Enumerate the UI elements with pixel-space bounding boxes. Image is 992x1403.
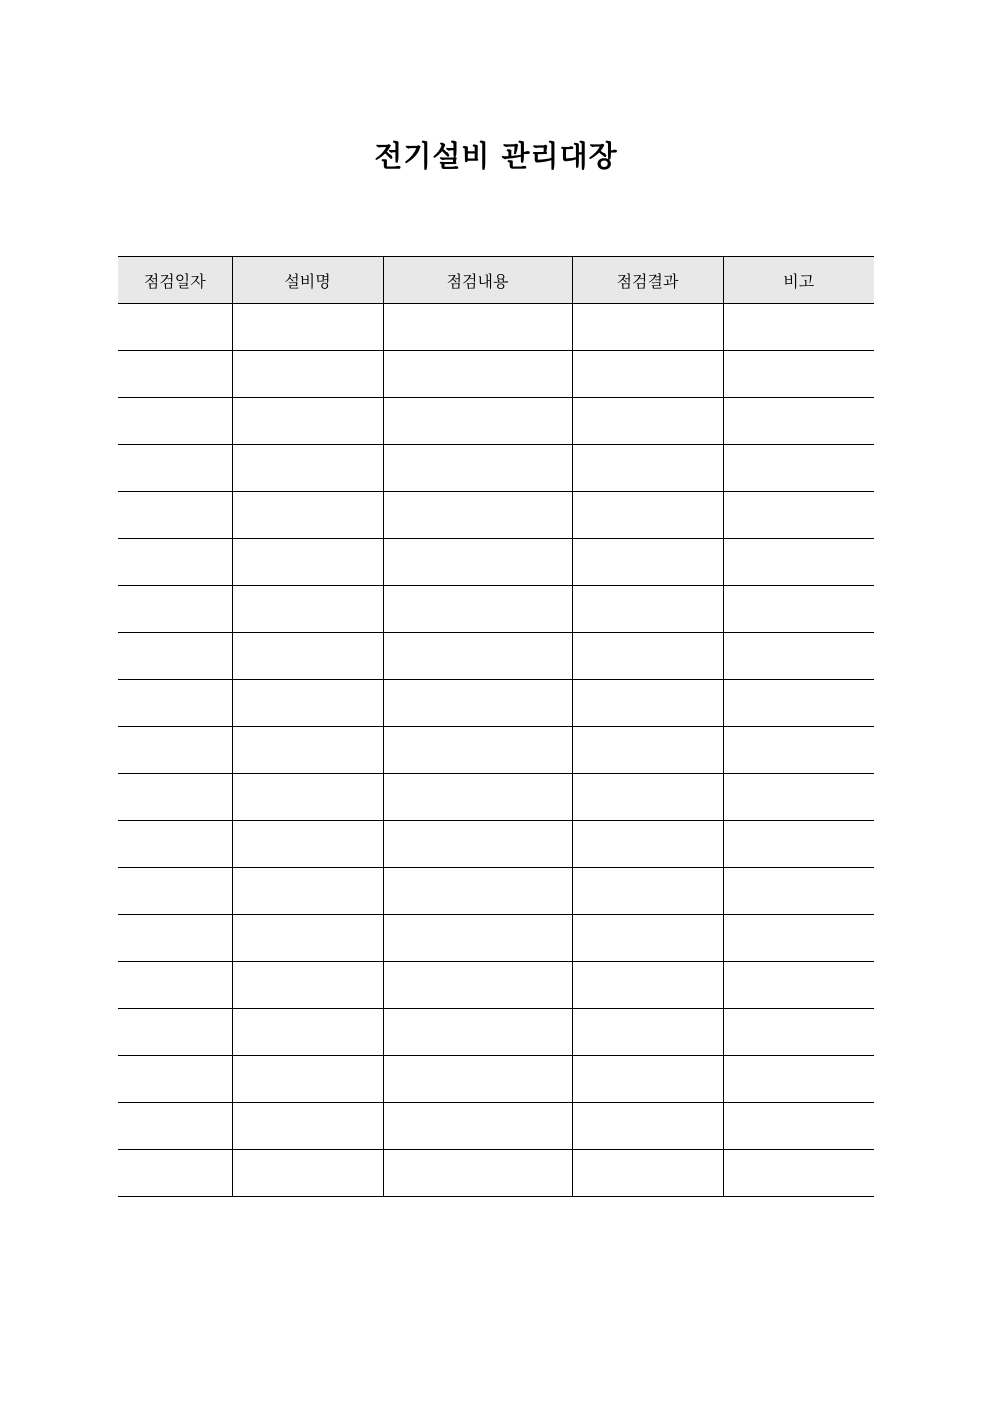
equipment-name-cell bbox=[232, 492, 383, 539]
equipment-name-cell bbox=[232, 633, 383, 680]
inspection-date-cell bbox=[118, 774, 232, 821]
table-body bbox=[118, 304, 874, 1197]
inspection-details-cell bbox=[383, 539, 572, 586]
inspection-date-cell bbox=[118, 915, 232, 962]
equipment-name-cell bbox=[232, 1150, 383, 1197]
remarks-cell bbox=[723, 680, 874, 727]
remarks-cell bbox=[723, 304, 874, 351]
inspection-date-cell bbox=[118, 398, 232, 445]
table-row bbox=[118, 351, 874, 398]
inspection-details-cell bbox=[383, 774, 572, 821]
inspection-result-cell bbox=[572, 1009, 723, 1056]
remarks-cell bbox=[723, 351, 874, 398]
inspection-details-cell bbox=[383, 398, 572, 445]
equipment-name-cell bbox=[232, 868, 383, 915]
inspection-result-cell bbox=[572, 445, 723, 492]
equipment-name-cell bbox=[232, 445, 383, 492]
inspection-result-cell bbox=[572, 821, 723, 868]
remarks-cell bbox=[723, 398, 874, 445]
inspection-details-cell bbox=[383, 727, 572, 774]
inspection-date-cell bbox=[118, 492, 232, 539]
remarks-cell bbox=[723, 539, 874, 586]
inspection-result-cell bbox=[572, 680, 723, 727]
header-inspection-date: 점검일자 bbox=[118, 257, 232, 304]
table-row bbox=[118, 868, 874, 915]
inspection-result-cell bbox=[572, 1056, 723, 1103]
table-row bbox=[118, 962, 874, 1009]
inspection-date-cell bbox=[118, 868, 232, 915]
table-row bbox=[118, 821, 874, 868]
inspection-details-cell bbox=[383, 680, 572, 727]
remarks-cell bbox=[723, 821, 874, 868]
inspection-date-cell bbox=[118, 1150, 232, 1197]
inspection-details-cell bbox=[383, 492, 572, 539]
table-row bbox=[118, 1056, 874, 1103]
inspection-result-cell bbox=[572, 915, 723, 962]
inspection-details-cell bbox=[383, 1103, 572, 1150]
table-row bbox=[118, 304, 874, 351]
equipment-name-cell bbox=[232, 962, 383, 1009]
remarks-cell bbox=[723, 492, 874, 539]
inspection-date-cell bbox=[118, 304, 232, 351]
equipment-name-cell bbox=[232, 727, 383, 774]
document-title: 전기설비 관리대장 bbox=[374, 139, 618, 173]
inspection-date-cell bbox=[118, 962, 232, 1009]
inspection-result-cell bbox=[572, 398, 723, 445]
inspection-details-cell bbox=[383, 821, 572, 868]
remarks-cell bbox=[723, 868, 874, 915]
table-row bbox=[118, 492, 874, 539]
inspection-result-cell bbox=[572, 868, 723, 915]
table-row bbox=[118, 1009, 874, 1056]
equipment-name-cell bbox=[232, 1103, 383, 1150]
header-inspection-details: 점검내용 bbox=[383, 257, 572, 304]
remarks-cell bbox=[723, 1150, 874, 1197]
inspection-date-cell bbox=[118, 539, 232, 586]
table-row bbox=[118, 539, 874, 586]
table-row bbox=[118, 398, 874, 445]
inspection-details-cell bbox=[383, 1150, 572, 1197]
inspection-date-cell bbox=[118, 1009, 232, 1056]
inspection-result-cell bbox=[572, 633, 723, 680]
header-equipment-name: 설비명 bbox=[232, 257, 383, 304]
inspection-result-cell bbox=[572, 774, 723, 821]
remarks-cell bbox=[723, 1056, 874, 1103]
inspection-result-cell bbox=[572, 962, 723, 1009]
inspection-result-cell bbox=[572, 727, 723, 774]
equipment-name-cell bbox=[232, 398, 383, 445]
equipment-name-cell bbox=[232, 915, 383, 962]
inspection-date-cell bbox=[118, 727, 232, 774]
header-row bbox=[118, 257, 874, 304]
equipment-name-cell bbox=[232, 586, 383, 633]
remarks-cell bbox=[723, 727, 874, 774]
inspection-date-cell bbox=[118, 351, 232, 398]
inspection-result-cell bbox=[572, 304, 723, 351]
inspection-result-cell bbox=[572, 539, 723, 586]
inspection-result-cell bbox=[572, 586, 723, 633]
inspection-date-cell bbox=[118, 1103, 232, 1150]
equipment-name-cell bbox=[232, 680, 383, 727]
table-row bbox=[118, 1150, 874, 1197]
inspection-details-cell bbox=[383, 1056, 572, 1103]
header-remarks: 비고 bbox=[723, 257, 874, 304]
equipment-name-cell bbox=[232, 351, 383, 398]
inspection-details-cell bbox=[383, 1009, 572, 1056]
inspection-details-cell bbox=[383, 586, 572, 633]
table-row bbox=[118, 445, 874, 492]
equipment-name-cell bbox=[232, 539, 383, 586]
equipment-name-cell bbox=[232, 304, 383, 351]
inspection-result-cell bbox=[572, 492, 723, 539]
inspection-details-cell bbox=[383, 962, 572, 1009]
inspection-date-cell bbox=[118, 1056, 232, 1103]
inspection-result-cell bbox=[572, 351, 723, 398]
table-row bbox=[118, 1103, 874, 1150]
inspection-date-cell bbox=[118, 680, 232, 727]
table-row bbox=[118, 727, 874, 774]
inspection-details-cell bbox=[383, 915, 572, 962]
inspection-details-cell bbox=[383, 445, 572, 492]
remarks-cell bbox=[723, 1103, 874, 1150]
remarks-cell bbox=[723, 915, 874, 962]
table-row bbox=[118, 915, 874, 962]
table-row bbox=[118, 680, 874, 727]
remarks-cell bbox=[723, 962, 874, 1009]
table-row bbox=[118, 633, 874, 680]
remarks-cell bbox=[723, 586, 874, 633]
inspection-details-cell bbox=[383, 868, 572, 915]
equipment-name-cell bbox=[232, 821, 383, 868]
header-inspection-result: 점검결과 bbox=[572, 257, 723, 304]
inspection-details-cell bbox=[383, 351, 572, 398]
remarks-cell bbox=[723, 445, 874, 492]
equipment-ledger-table bbox=[118, 256, 874, 1197]
inspection-details-cell bbox=[383, 304, 572, 351]
remarks-cell bbox=[723, 1009, 874, 1056]
remarks-cell bbox=[723, 774, 874, 821]
remarks-cell bbox=[723, 633, 874, 680]
inspection-date-cell bbox=[118, 633, 232, 680]
table-row bbox=[118, 586, 874, 633]
equipment-name-cell bbox=[232, 774, 383, 821]
equipment-name-cell bbox=[232, 1009, 383, 1056]
inspection-result-cell bbox=[572, 1150, 723, 1197]
inspection-date-cell bbox=[118, 445, 232, 492]
table-row bbox=[118, 774, 874, 821]
inspection-date-cell bbox=[118, 586, 232, 633]
inspection-date-cell bbox=[118, 821, 232, 868]
inspection-details-cell bbox=[383, 633, 572, 680]
inspection-result-cell bbox=[572, 1103, 723, 1150]
equipment-name-cell bbox=[232, 1056, 383, 1103]
